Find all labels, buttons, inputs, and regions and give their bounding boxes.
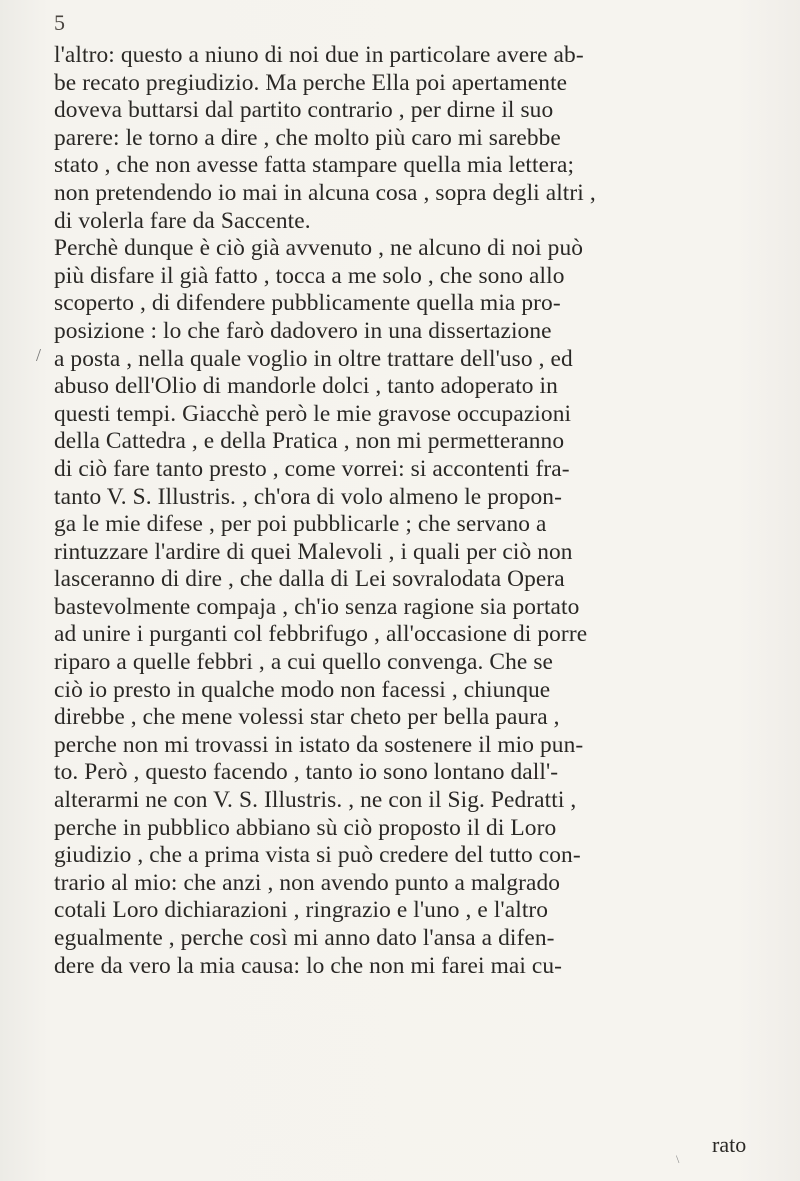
text-line: ad unire i purganti col febbrifugo , all'occasione di porre (54, 621, 588, 648)
text-line: ciò io presto in qualche modo non facessi , chiunque (54, 676, 551, 703)
text-line: bastevolmente compaja , ch'io senza ragione sia portato (54, 593, 580, 620)
body-text (54, 42, 754, 980)
text-line: questi tempi. Giacchè però le mie gravose occupazioni (54, 400, 572, 427)
text-line: direbbe , che mene volessi star cheto per bella paura , (54, 704, 560, 731)
text-line: scoperto , di difendere pubblicamente quella mia pro- (54, 290, 561, 317)
text-line: perche non mi trovassi in istato da sostenere il mio pun- (54, 731, 584, 758)
text-line: cotali Loro dichiarazioni , ringrazio e l'uno , e l'altro (54, 897, 549, 924)
text-line: trario al mio: che anzi , non avendo punto a malgrado (54, 869, 561, 896)
text-line: rintuzzare l'ardire di quei Malevoli , i quali per ciò non (54, 538, 573, 565)
text-line: lasceranno di dire , che dalla di Lei sovralodata Opera (54, 566, 565, 593)
text-line: tanto V. S. Illustris. , ch'ora di volo almeno le propon- (54, 483, 562, 510)
catchword: rato (712, 1132, 747, 1157)
signature-mark: 5 (54, 10, 65, 35)
text-line: abuso dell'Olio di mandorle dolci , tanto adoperato in (54, 373, 558, 400)
text-line: di volerla fare da Saccente. (54, 207, 311, 234)
text-line: della Cattedra , e della Pratica , non mi permetteranno (54, 428, 565, 455)
text-line: parere: le torno a dire , che molto più caro mi sarebbe (54, 124, 561, 151)
text-line: be recato pregiudizio. Ma perche Ella poi apertamente (54, 69, 568, 96)
text-line: Perchè dunque è ciò già avvenuto , ne alcuno di noi può (54, 235, 584, 262)
text-line: egualmente , perche così mi anno dato l'ansa a difen- (54, 925, 555, 951)
text-line: doveva buttarsi dal partito contrario , per dirne il suo (54, 97, 554, 124)
margin-mark: / (36, 345, 42, 365)
text-line: più disfare il già fatto , tocca a me solo , che sono allo (54, 262, 565, 289)
text-line: alterarmi ne con V. S. Illustris. , ne con il Sig. Pedratti , (54, 787, 577, 814)
text-line: a posta , nella quale voglio in oltre trattare dell'uso , ed (54, 345, 573, 372)
text-line: posizione : lo che farò dadovero in una dissertazione (54, 317, 552, 344)
text-line: stato , che non avesse fatta stampare quella mia lettera; (54, 152, 575, 179)
text-line: to. Però , questo facendo , tanto io sono lontano dall'- (54, 759, 559, 786)
text-line: perche in pubblico abbiano sù ciò proposto il di Loro (54, 814, 557, 841)
text-line: non pretendendo io mai in alcuna cosa , sopra degli altri , (54, 179, 596, 206)
text-line: di ciò fare tanto presto , come vorrei: si accontenti fra- (54, 455, 570, 482)
text-line: riparo a quelle febbri , a cui quello convenga. Che se (54, 649, 554, 676)
text-line: giudizio , che a prima vista si può credere del tutto con- (54, 842, 581, 869)
text-line: dere da vero la mia causa: lo che non mi farei mai cu- (54, 952, 563, 979)
text-line: l'altro: questo a niuno di noi due in particolare avere ab- (54, 42, 584, 68)
margin-mark: \ (676, 1152, 680, 1166)
text-line: ga le mie difese , per poi pubblicarle ; che servano a (54, 511, 547, 538)
